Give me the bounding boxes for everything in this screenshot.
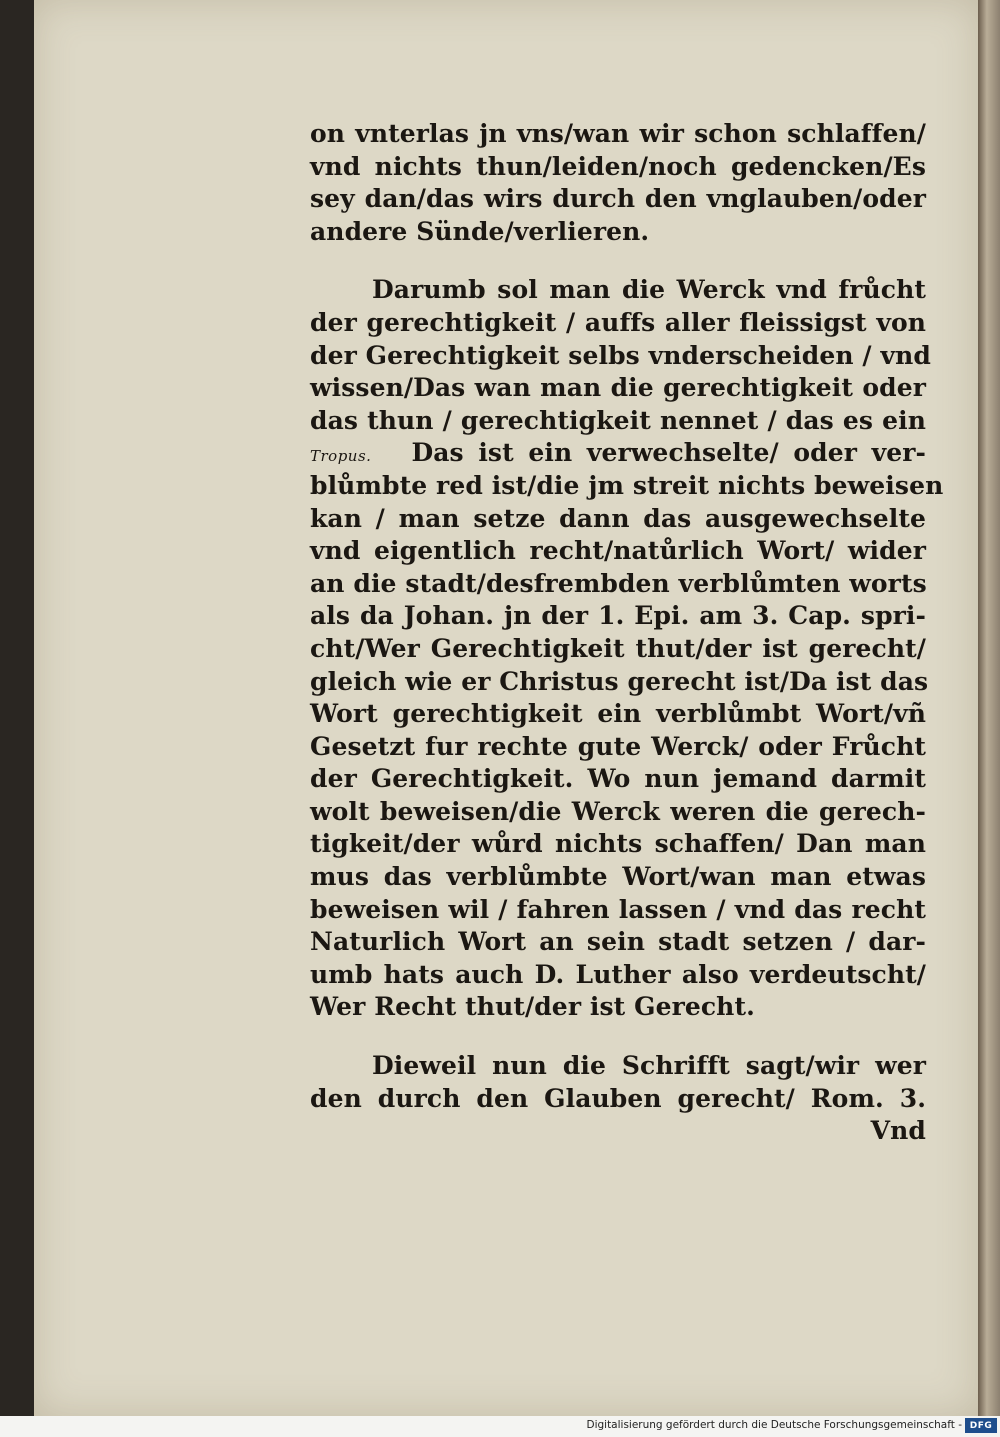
margin-note: Tropus. <box>310 447 372 466</box>
text-line: beweisen wil / fahren lassen / vnd das recht <box>310 894 926 924</box>
text-line: wolt beweisen/die Werck weren die gerech- <box>310 796 926 826</box>
dfg-logo: DFG <box>965 1418 997 1433</box>
text-line: vnd eigentlich recht/natůrlich Wort/ wider <box>310 536 926 566</box>
text-line: blůmbte red ist/die jm streit nichts beweisen <box>310 470 944 500</box>
text-line: der Gerechtigkeit selbs vnderscheiden / vnd <box>310 340 931 370</box>
text-line: Dieweil nun die Schrifft sagt/wir wer <box>372 1051 926 1081</box>
text-line: sey dan/das wirs durch den vnglauben/oder <box>310 184 926 214</box>
paragraph-2 <box>310 274 944 1024</box>
text-line: mus das verblůmbte Wort/wan man etwas <box>310 862 926 892</box>
text-line: Wer Recht thut/der ist Gerecht. <box>310 992 755 1022</box>
text-line-with-margin-note <box>310 437 926 470</box>
text-block <box>310 118 944 1148</box>
text-line: andere Sünde/verlieren. <box>310 216 650 246</box>
footer-credit: Digitalisierung gefördert durch die Deutsche Forschungsgemeinschaft - <box>586 1419 962 1431</box>
text-line: wissen/Das wan man die gerechtigkeit oder <box>310 373 926 403</box>
text-line: cht/Wer Gerechtigkeit thut/der ist gerecht/ <box>310 633 926 663</box>
catchword: Vnd <box>870 1116 926 1146</box>
footer-bar <box>0 1416 1000 1437</box>
text-line: Darumb sol man die Werck vnd frůcht <box>372 275 926 305</box>
text-line: das thun / gerechtigkeit nennet / das es ein <box>310 405 926 435</box>
page-edge <box>978 0 1000 1416</box>
paragraph-3 <box>310 1050 926 1148</box>
text-line: Wort gerechtigkeit ein verblůmbt Wort/vñ <box>310 699 926 729</box>
text-line: Naturlich Wort an sein stadt setzen / dar- <box>310 927 926 957</box>
text-line: umb hats auch D. Luther also verdeutscht/ <box>310 959 926 989</box>
text-line: kan / man setze dann das ausgewechselte <box>310 503 926 533</box>
text-line: der Gerechtigkeit. Wo nun jemand darmit <box>310 764 926 794</box>
text-line: den durch den Glauben gerecht/ Rom. 3. <box>310 1083 926 1113</box>
text-line: gleich wie er Christus gerecht ist/Da ist das <box>310 666 929 696</box>
text-line: der gerechtigkeit / auffs aller fleissigst von <box>310 307 926 337</box>
text-line: tigkeit/der wůrd nichts schaffen/ Dan man <box>310 829 926 859</box>
text-line: Gesetzt fur rechte gute Werck/ oder Frůcht <box>310 731 926 761</box>
paragraph-1 <box>310 118 926 248</box>
text-line: on vnterlas jn vns/wan wir schon schlaffen/ <box>310 119 926 148</box>
text-line: an die stadt/desfrembden verblůmten worts <box>310 568 927 598</box>
text-line: Das ist ein verwechselte/ oder ver- <box>411 438 926 468</box>
text-line: als da Johan. jn der 1. Epi. am 3. Cap. spri- <box>310 601 926 631</box>
text-line: vnd nichts thun/leiden/noch gedencken/Es <box>310 151 926 181</box>
